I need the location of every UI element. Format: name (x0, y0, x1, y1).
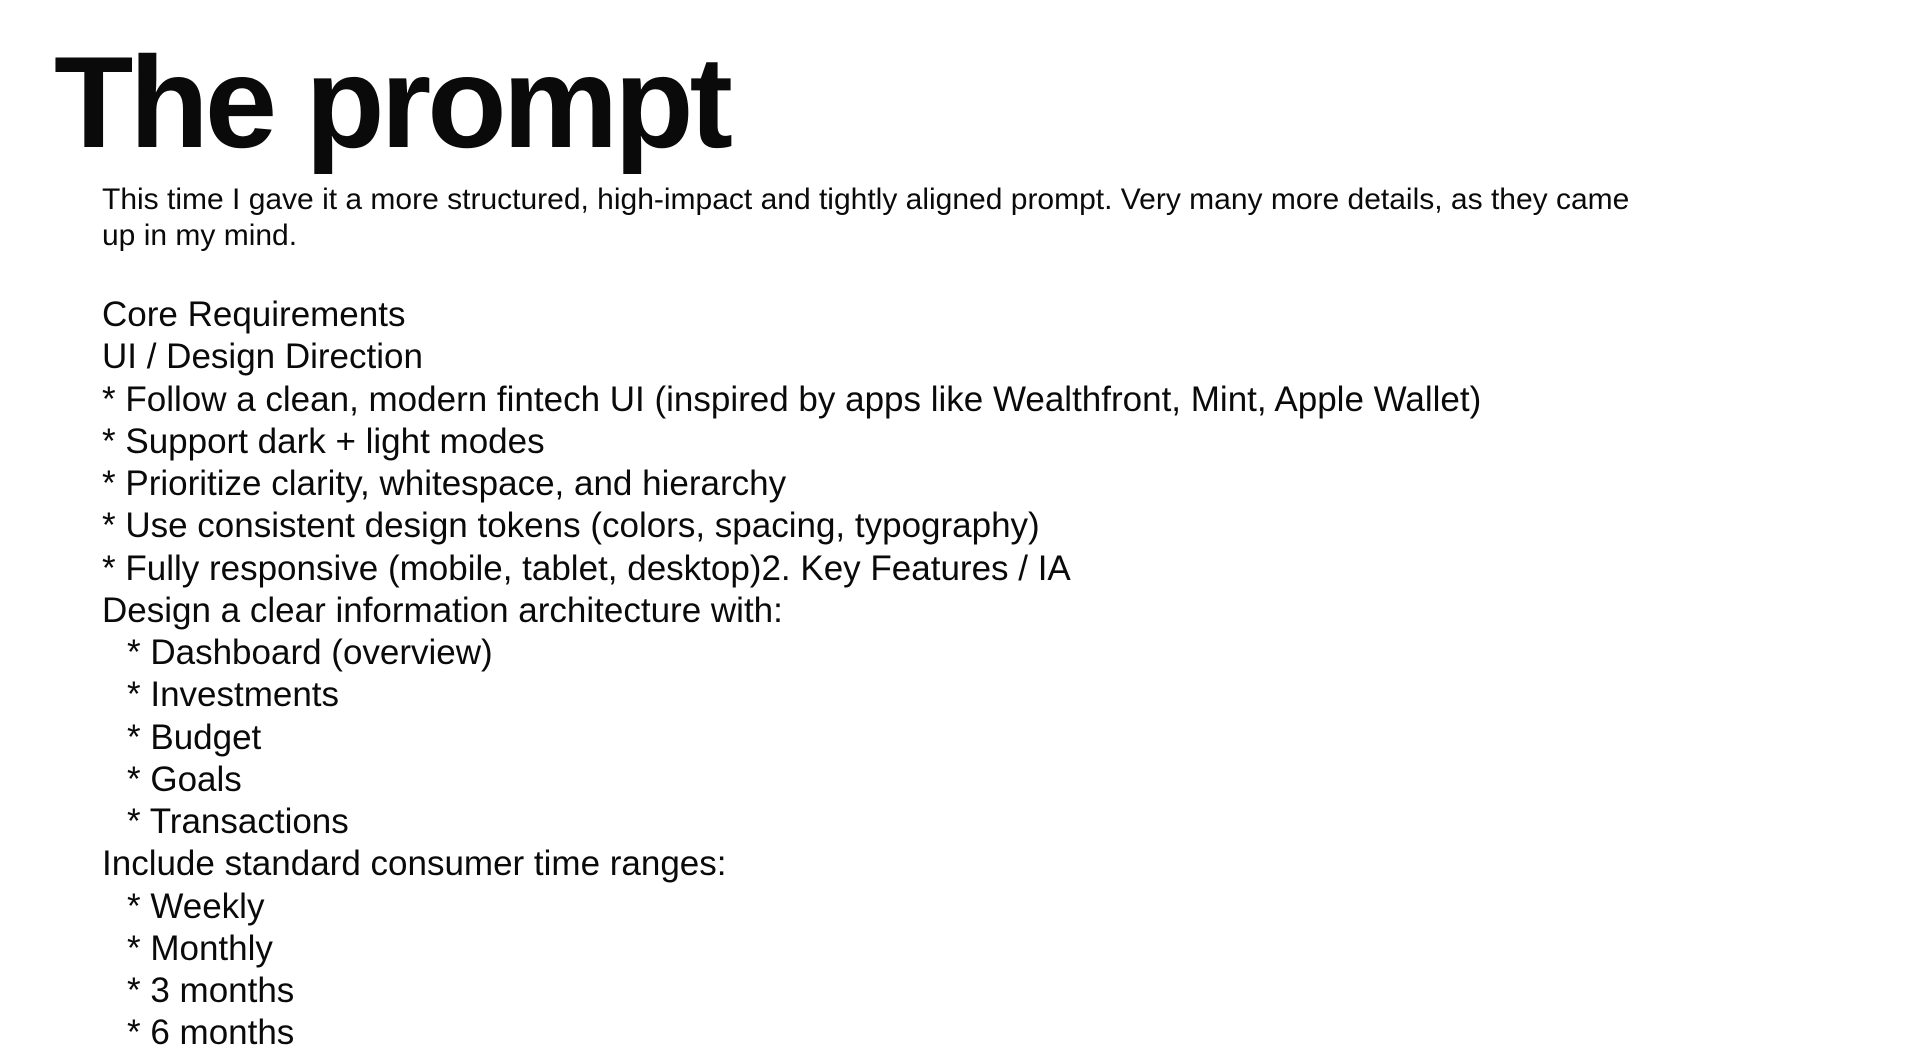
prompt-line: * Goals (127, 759, 242, 799)
prompt-line: * Transactions (127, 802, 349, 841)
prompt-line: * Dashboard (overview) (127, 633, 493, 672)
prompt-line: * Follow a clean, modern fintech UI (inspired by apps like Wealthfront, Mint, Apple Wallet) (102, 379, 1482, 419)
prompt-line: * Prioritize clarity, whitespace, and hierarchy (102, 464, 787, 503)
prompt-line: * Use consistent design tokens (colors, spacing, typography) (102, 506, 1040, 546)
prompt-line: * Support dark + light modes (102, 421, 545, 461)
prompt-line: * Investments (127, 675, 340, 715)
prompt-line: * Budget (127, 717, 262, 757)
prompt-line: * Weekly (127, 886, 265, 926)
prompt-line: UI / Design Direction (102, 337, 423, 377)
prompt-text (102, 294, 1802, 1055)
page-title: The prompt (54, 29, 729, 175)
prompt-line: * Monthly (127, 928, 273, 968)
prompt-line: * Fully responsive (mobile, tablet, desktop)2. Key Features / IA (102, 548, 1071, 588)
prompt-line: Core Requirements (102, 295, 406, 334)
intro-paragraph: This time I gave it a more structured, high-impact and tightly aligned prompt. Very many more details, as they came up in my mind. (102, 183, 1630, 252)
prompt-line: Include standard consumer time ranges: (102, 844, 727, 884)
prompt-line: * 6 months (127, 1013, 295, 1053)
prompt-line: * 3 months (127, 971, 295, 1010)
prompt-line: Design a clear information architecture with: (102, 590, 783, 630)
